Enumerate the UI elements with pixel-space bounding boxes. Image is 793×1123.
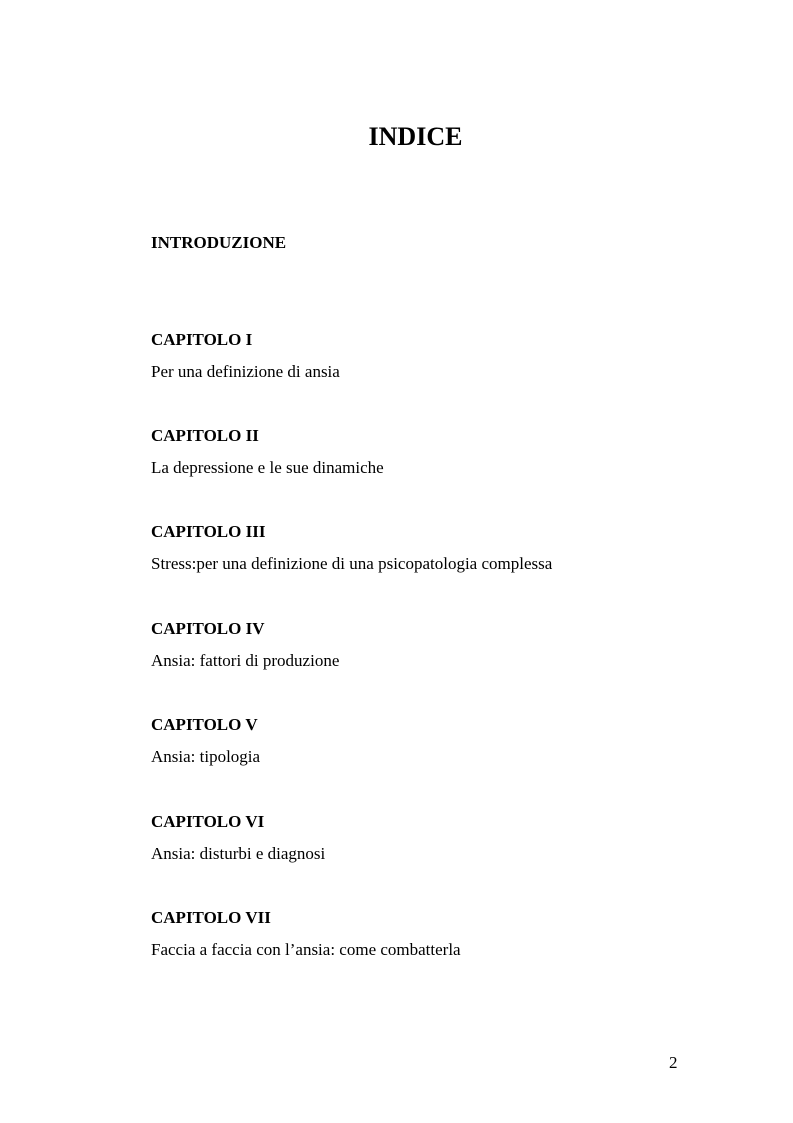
chapter-heading: CAPITOLO VI — [151, 812, 265, 831]
chapter-title: La depressione e le sue dinamiche — [151, 458, 384, 477]
chapter-heading: CAPITOLO V — [151, 715, 258, 734]
chapter-heading: CAPITOLO VII — [151, 908, 271, 927]
chapter-heading: CAPITOLO II — [151, 426, 259, 445]
chapter-title: Stress:per una definizione di una psicopatologia complessa — [151, 554, 553, 573]
chapter-entry-6 — [151, 811, 751, 865]
chapter-title: Ansia: fattori di produzione — [151, 651, 340, 670]
chapter-title: Ansia: tipologia — [151, 747, 261, 766]
chapter-heading: CAPITOLO I — [151, 330, 253, 349]
chapter-heading: CAPITOLO IV — [151, 619, 265, 638]
chapter-title: Faccia a faccia con l’ansia: come combatterla — [151, 940, 461, 959]
chapter-heading: CAPITOLO III — [151, 522, 266, 541]
chapter-entry-2 — [151, 425, 751, 479]
chapter-entry-5 — [151, 714, 751, 768]
page-title: INDICE — [368, 122, 463, 151]
chapter-entry-4 — [151, 618, 751, 672]
introduction-heading: INTRODUZIONE — [151, 233, 287, 252]
chapter-entry-7 — [151, 907, 751, 961]
chapter-title: Ansia: disturbi e diagnosi — [151, 844, 326, 863]
chapter-title: Per una definizione di ansia — [151, 362, 340, 381]
chapter-entry-3 — [151, 521, 751, 575]
chapter-entry-1 — [151, 329, 751, 383]
page-number: 2 — [669, 1053, 678, 1072]
